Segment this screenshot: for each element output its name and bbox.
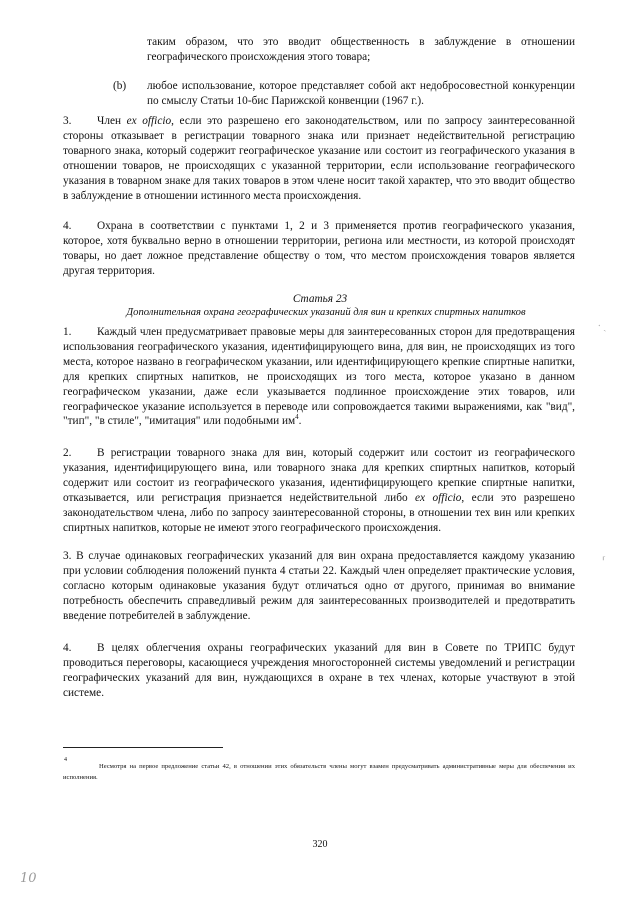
- art22-p3-lead: Член: [97, 115, 127, 127]
- art23-p4-number: 4.: [63, 642, 72, 654]
- footnote-separator: [63, 747, 223, 748]
- art23-paragraph-4: В целях облегчения охраны географических указаний для вин в Совете по ТРИПС будут проводиться переговоры, касающиеся учреждения многосторонней системы уведомлений и регистрации географических указаний для вин, нуждающихся в охране в тех членах, которые участвуют в этой системе.: [63, 642, 575, 699]
- art22-paragraph-4: Охрана в соответствии с пунктами 1, 2 и 3 применяется против географического указания, которое, хотя буквально верно в отношении территории, региона или местности, из которой происходят товары, но дает ложное представление обществу о том, что местом происхождения товаров является другая территория.: [63, 220, 575, 277]
- art23-paragraph-2: [63, 446, 575, 535]
- margin-speck-mark: ⸱ ˎ: [598, 321, 607, 332]
- art22-p3-latin-term: ex officio: [126, 115, 172, 127]
- art22-p3-number: 3.: [63, 115, 72, 127]
- art23-paragraph-1: [63, 325, 575, 429]
- art23-p2-latin-term: ex officio: [415, 491, 462, 504]
- page-number: 320: [312, 839, 328, 850]
- item-b-label: (b): [113, 80, 127, 92]
- art23-p2-lead: В регистрации товарного знака для вин, который содержит или состоит из географического указания, идентифицирующего вина, или товарного знака для крепких спиртных напитков, который содержит или состоит из географического указания, идентифицирующего крепкие спиртные напитки, отказывается, или регистрация признается недействительной либо: [63, 447, 575, 504]
- footnote-reference: 4: [295, 413, 299, 422]
- item-a-continuation: таким образом, что это вводит общественность в заблуждение в отношении географического происхождения этого товара;: [147, 36, 575, 63]
- art23-p1-number: 1.: [63, 326, 72, 338]
- margin-scribble: 10: [20, 871, 37, 886]
- art22-p4-number: 4.: [63, 220, 72, 232]
- footnote-text: Несмотря на первое предложение статьи 42, в отношении этих обязательств члены могут взамен предусматривать административные меры для обеспечения их исполнения.: [63, 763, 575, 781]
- art23-p1-end: .: [298, 415, 302, 428]
- art22-p3-body: , если это разрешено его законодательством, или по запросу заинтересованной стороны отказывает в регистрации товарного знака или признает недействительной регистрацию товарного знака, который содержит географическое указание или состоит из географического указания в отношении товаров, не происходящих с указанной территории, если использование географического указания в товарном знаке для таких товаров в этом члене носит такой характер, что это вводит общество в заблуждение в отношении истинного места происхождения.: [63, 115, 576, 202]
- article-23-title: Статья 23: [292, 293, 348, 305]
- margin-bracket-mark: ⸢: [602, 556, 606, 567]
- footnote-mark: 4: [64, 757, 67, 763]
- art23-p2-body: , если это разрешено законодательством члена, либо по запросу заинтересованной стороны, в отношении тех вин или крепких спиртных напитков, которые не имеют этого географического происхождения.: [63, 491, 575, 534]
- art23-p1-body: Каждый член предусматривает правовые меры для заинтересованных сторон для предотвращения использования географического указания, идентифицирующего вина, для вин, не происходящих из того места, которое названо в географическом указании, или идентифицирующего крепкие спиртные напитки, для крепких спиртных напитков, не происходящих из того места, которое указано в данном географическом указании, даже если указывается подлинное происхождение этих товаров, или географическое указание используется в переводе или сопровождается такими выражениями, как "вид", "тип", "в стиле", "имитация" или подобными им: [63, 326, 575, 428]
- art23-p2-number: 2.: [63, 447, 72, 459]
- item-b-text: любое использование, которое представляет собой акт недобросовестной конкуренции по смыслу Статьи 10-бис Парижской конвенции (1967 г.).: [147, 80, 575, 107]
- art23-paragraph-3: 3. В случае одинаковых географических указаний для вин охрана предоставляется каждому указанию при условии соблюдения положений пункта 4 статьи 22. Каждый член определяет практические условия, согласно которым одинаковые указания будут отличаться одно от другого, принимая во внимание потребность обеспечить справедливый режим для заинтересованных производителей и предотвратить введение потребителей в заблуждение.: [63, 550, 575, 622]
- article-23-subtitle: Дополнительная охрана географических указаний для вин и крепких спиртных напитков: [126, 307, 526, 318]
- art22-paragraph-3: [63, 114, 575, 203]
